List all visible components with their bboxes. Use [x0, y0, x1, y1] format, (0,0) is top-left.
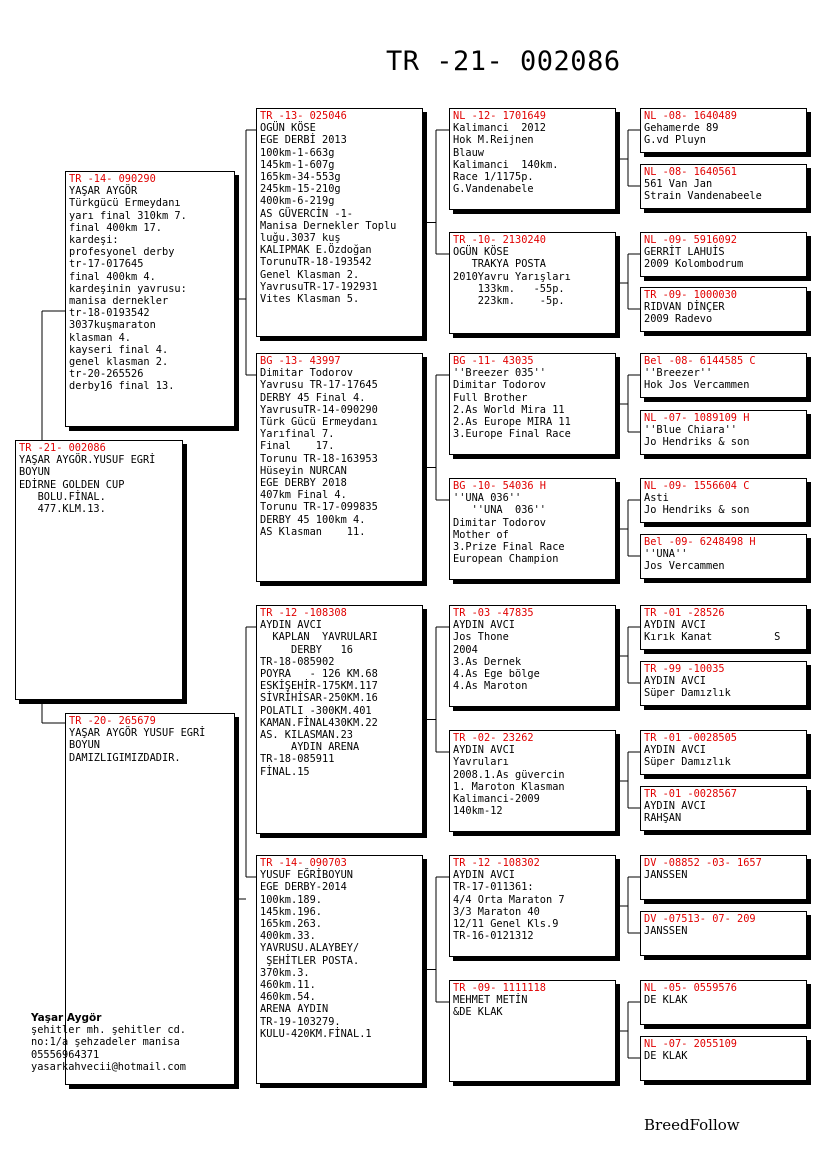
info-line: Manisa Dernekler Toplu: [260, 219, 397, 232]
pedigree-box-dds: [449, 855, 616, 957]
ring-number: TR -12 -108302: [453, 857, 540, 869]
info-line: OGÜN KÖSE: [260, 122, 316, 135]
info-line: RIDVAN DİNÇER: [644, 301, 725, 314]
info-line: tr-17-017645: [69, 258, 144, 271]
info-line: Kalimanci 2012: [453, 122, 546, 135]
info-line: luğu.3037 kuş: [260, 232, 341, 245]
info-line: YAŞAR AYGÖR: [69, 185, 138, 198]
info-line: tr-18-0193542: [69, 307, 150, 320]
pedigree-box-ds: [256, 605, 423, 834]
info-line: AYDIN ARENA: [260, 741, 360, 754]
info-line: 3037kuşmaraton: [69, 319, 156, 332]
info-line: EGE DERBY-2014: [260, 881, 347, 894]
info-line: AS GÜVERCİN -1-: [260, 207, 353, 220]
pedigree-box-dsd: [449, 730, 616, 832]
info-line: 407km Final 4.: [260, 489, 347, 502]
info-line: 3.Europe Final Race: [453, 428, 571, 441]
ring-number: DV -08852 -03- 1657: [644, 857, 762, 869]
info-line: EGE DERBY 2018: [260, 477, 347, 490]
info-line: Türkgücü Ermeydanı: [69, 197, 181, 210]
pedigree-box-g11: [640, 730, 807, 775]
info-line: 245km-15-210g: [260, 183, 341, 196]
info-line: EGE DERBİ 2013: [260, 134, 347, 147]
info-line: Süper Damızlık: [644, 756, 731, 769]
ring-number: NL -07- 2055109: [644, 1038, 737, 1050]
info-line: Hok Jos Vercammen: [644, 379, 750, 392]
info-line: GERRİT LAHUİS: [644, 246, 725, 259]
ring-number: TR -01 -0028567: [644, 788, 737, 800]
pedigree-box-g3: [640, 232, 807, 277]
info-line: Jos Thone: [453, 631, 509, 644]
info-line: Full Brother: [453, 391, 528, 404]
pedigree-box-g6: [640, 410, 807, 455]
owner-name: Yaşar Aygör: [31, 1012, 102, 1024]
info-line: BOLU.FİNAL.: [19, 490, 106, 503]
info-line: 165km-34-553g: [260, 171, 341, 184]
info-line: KULU-420KM.FİNAL.1: [260, 1027, 372, 1040]
info-line: 370km.3.: [260, 966, 310, 979]
info-line: MEHMET METİN: [453, 994, 528, 1007]
ring-number: TR -99 -10035: [644, 663, 725, 675]
info-line: 2009 Kolombodrum: [644, 258, 744, 271]
info-line: Torunu TR-17-099835: [260, 501, 378, 514]
ring-number: TR -21- 002086: [19, 442, 106, 454]
info-line: ŞEHİTLER POSTA.: [260, 954, 360, 967]
pedigree-box-g1: [640, 108, 807, 153]
info-line: Dimitar Todorov: [260, 367, 353, 380]
info-line: klasman 4.: [69, 331, 131, 344]
info-line: 2009 Radevo: [644, 313, 713, 326]
info-line: 133km. -55p.: [453, 282, 565, 295]
pedigree-box-sss: [449, 108, 616, 210]
ring-number: NL -05- 0559576: [644, 982, 737, 994]
ring-number: TR -03 -47835: [453, 607, 534, 619]
info-line: 12/11 Genel Kls.9: [453, 918, 559, 931]
pedigree-box-g13: [640, 855, 807, 900]
info-line: Yavrusu TR-17-17645: [260, 379, 378, 392]
info-line: final 400km 17.: [69, 221, 162, 234]
ring-number: DV -07513- 07- 209: [644, 913, 756, 925]
pedigree-box-g2: [640, 164, 807, 209]
info-line: AYDIN AVCI: [260, 619, 322, 632]
info-line: 165km.263.: [260, 918, 322, 931]
info-line: Süper Damızlık: [644, 687, 731, 700]
ring-number: Bel -09- 6248498 H: [644, 536, 756, 548]
info-line: AYDIN AVCI: [453, 619, 515, 632]
info-line: TR-19-103279.: [260, 1015, 341, 1028]
info-line: JANSSEN: [644, 925, 688, 938]
info-line: 4/4 Orta Maraton 7: [453, 893, 565, 906]
ring-number: TR -12 -108308: [260, 607, 347, 619]
info-line: EDİRNE GOLDEN CUP: [19, 478, 125, 491]
info-line: DAMIZLIGIMIZDADIR.: [69, 751, 181, 764]
info-line: genel klasman 2.: [69, 356, 169, 369]
ring-number: Bel -08- 6144585 C: [644, 355, 756, 367]
info-line: YavrusuTR-14-090290: [260, 403, 378, 416]
info-line: kayseri final 4.: [69, 343, 169, 356]
pedigree-box-ssd: [449, 232, 616, 334]
ring-number: NL -12- 1701649: [453, 110, 546, 122]
info-line: 400km.33.: [260, 930, 316, 943]
pedigree-box-g4: [640, 287, 807, 332]
ring-number: NL -09- 1556604 C: [644, 480, 750, 492]
info-line: 1. Maroton Klasman: [453, 780, 565, 793]
info-line: AS Klasman 11.: [260, 525, 366, 538]
info-line: 4.As Maroton: [453, 680, 528, 693]
info-line: AYDIN AVCI: [644, 800, 706, 813]
info-line: ''Blue Chiara'': [644, 424, 737, 437]
info-line: ESKİŞEHİR-175KM.117: [260, 680, 378, 693]
info-line: KAPLAN YAVRULARI: [260, 631, 378, 644]
info-line: AYDIN AVCI: [644, 744, 706, 757]
info-line: Jo Hendriks & son: [644, 504, 750, 517]
info-line: DERBY 45 Final 4.: [260, 391, 366, 404]
info-line: AYDIN AVCI: [644, 675, 706, 688]
info-line: 2.As World Mira 11: [453, 403, 565, 416]
ring-number: TR -10- 2130240: [453, 234, 546, 246]
pedigree-box-g12: [640, 786, 807, 831]
info-line: RAHŞAN: [644, 812, 682, 825]
ring-number: TR -14- 090290: [69, 173, 156, 185]
ring-number: BG -11- 43035: [453, 355, 534, 367]
info-line: Asti: [644, 492, 669, 505]
info-line: Blauw: [453, 146, 484, 159]
info-line: 477.KLM.13.: [19, 503, 106, 516]
info-line: KALIPMAK E.Özdoğan: [260, 244, 372, 257]
info-line: SİVRİHİSAR-250KM.16: [260, 692, 378, 705]
info-line: YAŞAR AYGÖR YUSUF EGRİ: [69, 727, 206, 740]
info-line: Hüseyin NURCAN: [260, 464, 347, 477]
ring-number: TR -09- 1111118: [453, 982, 546, 994]
info-line: Hok M.Reijnen: [453, 134, 534, 147]
pedigree-box-g10: [640, 661, 807, 706]
pedigree-box-sire: [65, 171, 235, 427]
info-line: 100km-1-663g: [260, 146, 335, 159]
info-line: 460km.54.: [260, 991, 316, 1004]
info-line: YUSUF EĞRİBOYUN: [260, 869, 353, 882]
info-line: European Champion: [453, 553, 559, 566]
info-line: Türk Gücü Ermeydanı: [260, 416, 378, 429]
ring-number: TR -13- 025046: [260, 110, 347, 122]
info-line: JANSSEN: [644, 869, 688, 882]
ring-number: TR -02- 23262: [453, 732, 534, 744]
info-line: Race 1/1175p.: [453, 171, 534, 184]
info-line: Yavruları: [453, 756, 509, 769]
info-line: KAMAN.FİNAL430KM.22: [260, 716, 378, 729]
info-line: ''UNA'': [644, 548, 688, 561]
pedigree-box-ddd: [449, 980, 616, 1082]
ring-number: TR -20- 265679: [69, 715, 156, 727]
ring-number: TR -01 -0028505: [644, 732, 737, 744]
info-line: ''Breezer 035'': [453, 367, 546, 380]
info-line: Jo Hendriks & son: [644, 436, 750, 449]
info-line: Genel Klasman 2.: [260, 268, 360, 281]
info-line: YAŞAR AYGÖR.YUSUF EGRİ: [19, 454, 156, 467]
info-line: final 400km 4.: [69, 270, 156, 283]
info-line: POLATLI -300KM.401: [260, 704, 372, 717]
info-line: ''UNA 036'': [453, 492, 522, 505]
info-line: Kalimanci 140km.: [453, 158, 559, 171]
info-line: G.Vandenabele: [453, 183, 534, 196]
ring-number: NL -09- 5916092: [644, 234, 737, 246]
info-line: Torunu TR-18-163953: [260, 452, 378, 465]
info-line: 400km-6-219g: [260, 195, 335, 208]
info-line: YavrusuTR-17-192931: [260, 280, 378, 293]
info-line: 2.As Europe MIRA 11: [453, 416, 571, 429]
info-line: BOYUN: [19, 466, 50, 479]
pedigree-box-g8: [640, 534, 807, 579]
info-line: DERBY 16: [260, 643, 353, 656]
info-line: profesyonel derby: [69, 246, 175, 259]
info-line: POYRA - 126 KM.68: [260, 668, 378, 681]
info-line: ''UNA 036'': [453, 504, 546, 517]
info-line: 2008.1.As güvercin: [453, 768, 565, 781]
info-line: Strain Vandenabeele: [644, 190, 762, 203]
info-line: Vites Klasman 5.: [260, 293, 360, 306]
info-line: derby16 final 13.: [69, 380, 175, 393]
info-line: manisa dernekler: [69, 295, 169, 308]
pedigree-box-g16: [640, 1036, 807, 1081]
info-line: OGÜN KÖSE: [453, 246, 509, 259]
info-line: DERBY 45 100km 4.: [260, 513, 366, 526]
info-line: kardeşinin yavrusu:: [69, 282, 187, 295]
owner-address-line-2: no:1/a şehzadeler manisa: [31, 1036, 180, 1049]
info-line: AYDIN AVCI: [644, 619, 706, 632]
ring-number: BG -13- 43997: [260, 355, 341, 367]
info-line: tr-20-265526: [69, 368, 144, 381]
info-line: 561 Van Jan: [644, 178, 713, 191]
owner-phone: 05556964371: [31, 1048, 100, 1061]
ring-number: BG -10- 54036 H: [453, 480, 546, 492]
pedigree-box-sd: [256, 353, 423, 582]
info-line: 100km.189.: [260, 893, 322, 906]
info-line: 145km-1-607g: [260, 158, 335, 171]
info-line: TR-17-011361:: [453, 881, 534, 894]
info-line: G.vd Pluyn: [644, 134, 706, 147]
pedigree-box-dd: [256, 855, 423, 1084]
info-line: AYDIN AVCI: [453, 744, 515, 757]
brand-logo-text: BreedFollow: [644, 1116, 740, 1134]
pedigree-box-g9: [640, 605, 807, 650]
ring-number: TR -01 -28526: [644, 607, 725, 619]
info-line: Dimitar Todorov: [453, 516, 546, 529]
info-line: 140km-12: [453, 805, 503, 818]
pedigree-box-subject: [15, 440, 183, 700]
info-line: Jos Vercammen: [644, 560, 725, 573]
pedigree-box-sdd: [449, 478, 616, 580]
info-line: Gehamerde 89: [644, 122, 719, 135]
info-line: DE KLAK: [644, 1050, 688, 1063]
info-line: TR-16-0121312: [453, 930, 534, 943]
info-line: Mother of: [453, 528, 509, 541]
ring-number: NL -08- 1640561: [644, 166, 737, 178]
ring-number: NL -07- 1089109 H: [644, 412, 750, 424]
info-line: 3.As Dernek: [453, 655, 522, 668]
info-line: 460km.11.: [260, 979, 316, 992]
pedigree-box-g15: [640, 980, 807, 1025]
info-line: 2004: [453, 643, 478, 656]
info-line: Kırık Kanat S: [644, 631, 781, 644]
info-line: ''Breezer'': [644, 367, 713, 380]
pedigree-box-g5: [640, 353, 807, 398]
info-line: 223km. -5p.: [453, 295, 565, 308]
pedigree-title: TR -21- 002086: [386, 46, 621, 77]
info-line: yarı final 310km 7.: [69, 209, 187, 222]
info-line: 2010Yavru Yarışları: [453, 270, 571, 283]
info-line: 4.As Ege bölge: [453, 668, 540, 681]
info-line: Dimitar Todorov: [453, 379, 546, 392]
info-line: YAVRUSU.ALAYBEY/: [260, 942, 360, 955]
pedigree-box-g7: [640, 478, 807, 523]
info-line: Kalimanci-2009: [453, 793, 540, 806]
owner-info: [31, 1012, 186, 1073]
info-line: Yarıfinal 7.: [260, 428, 335, 441]
info-line: 3/3 Maraton 40: [453, 905, 540, 918]
ring-number: NL -08- 1640489: [644, 110, 737, 122]
info-line: AYDIN AVCI: [453, 869, 515, 882]
info-line: TorunuTR-18-193542: [260, 256, 372, 269]
info-line: BOYUN: [69, 739, 100, 752]
info-line: TR-18-085911: [260, 753, 335, 766]
info-line: FİNAL.15: [260, 765, 310, 778]
owner-email: yasarkahvecii@hotmail.com: [31, 1060, 186, 1073]
info-line: &DE KLAK: [453, 1006, 503, 1019]
ring-number: TR -09- 1000030: [644, 289, 737, 301]
info-line: Final 17.: [260, 440, 335, 453]
pedigree-box-ss: [256, 108, 423, 337]
info-line: TRAKYA POSTA: [453, 258, 546, 271]
info-line: DE KLAK: [644, 994, 688, 1007]
pedigree-box-sds: [449, 353, 616, 455]
info-line: 145km.196.: [260, 905, 322, 918]
ring-number: TR -14- 090703: [260, 857, 347, 869]
info-line: TR-18-085902: [260, 655, 335, 668]
owner-address-line-1: şehitler mh. şehitler cd.: [31, 1024, 186, 1037]
info-line: AS. KILASMAN.23: [260, 729, 353, 742]
info-line: 3.Prize Final Race: [453, 541, 565, 554]
pedigree-box-g14: [640, 911, 807, 956]
info-line: kardeşi:: [69, 234, 119, 247]
info-line: ARENA AYDIN: [260, 1003, 329, 1016]
pedigree-box-dss: [449, 605, 616, 707]
